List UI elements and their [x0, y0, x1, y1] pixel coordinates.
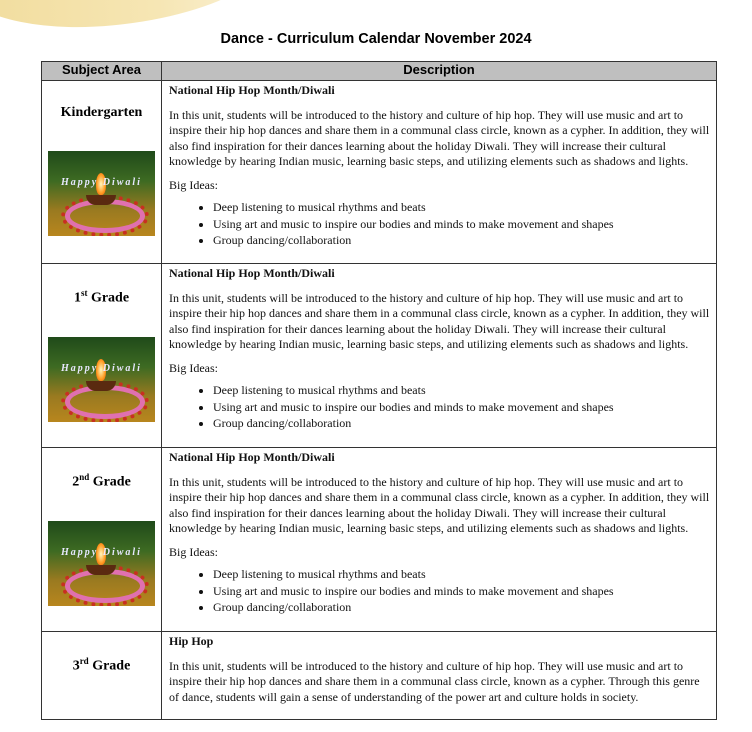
unit-heading: National Hip Hop Month/Diwali [169, 83, 335, 97]
unit-description: In this unit, students will be introduced to the history and culture of hip hop. They will use music and art to inspire their hip hop dances and share them in a communal class circle, known as a cypher. Through this genre of dance, students will gain a sense of understanding of the power art and culture holds in society. [169, 658, 700, 704]
subject-cell [42, 448, 162, 632]
list-item: • Deep listening to musical rhythms and beats [213, 382, 710, 399]
unit-description: In this unit, students will be introduced to the history and culture of hip hop. They will use music and art to inspire their hip hop dances and share them in a communal class circle, known as a cypher. In addition, they will also find inspiration for their dances learning about the holiday Diwali. They will increase their cultural knowledge by hearing Indian music, learning basic steps, and utilizing elements such as shadows and lights. [169, 474, 710, 535]
table-row [42, 448, 717, 632]
subject-cell [42, 264, 162, 448]
description-cell [162, 632, 717, 720]
subject-cell [42, 632, 162, 720]
grade-word: Grade [88, 658, 131, 674]
happy-diwali-image: Happy Diwali [48, 521, 155, 606]
list-item: • Deep listening to musical rhythms and beats [213, 566, 710, 583]
list-item: • Using art and music to inspire our bodies and minds to make movement and shapes [213, 399, 710, 416]
list-item: • Using art and music to inspire our bodies and minds to make movement and shapes [213, 583, 710, 600]
description-cell [162, 448, 717, 632]
list-item: • Using art and music to inspire our bodies and minds to make movement and shapes [213, 216, 710, 233]
description-cell [162, 81, 717, 264]
grade-suffix-sup: nd [79, 472, 90, 482]
grade-name: Kindergarten [60, 105, 143, 120]
table-row [42, 264, 717, 448]
grade-suffix-sup: rd [79, 656, 89, 666]
grade-label [42, 288, 161, 307]
big-ideas-label: Big Ideas: [169, 360, 218, 375]
unit-heading: National Hip Hop Month/Diwali [169, 450, 335, 464]
grade-number: 2 [72, 474, 80, 490]
list-item: • Group dancing/collaboration [213, 415, 710, 432]
unit-heading: National Hip Hop Month/Diwali [169, 266, 335, 280]
unit-heading: Hip Hop [169, 634, 214, 648]
grade-word: Grade [87, 290, 130, 306]
big-ideas-list [169, 199, 710, 249]
unit-description: In this unit, students will be introduced to the history and culture of hip hop. They will use music and art to inspire their hip hop dances and share them in a communal class circle, known as a cypher. In addition, they will also find inspiration for their dances learning about the holiday Diwali. They will increase their cultural knowledge by hearing Indian music, learning basic steps, and utilizing elements such as shadows and lights. [169, 107, 710, 168]
happy-diwali-image: Happy Diwali [48, 151, 155, 236]
header-description: Description [162, 62, 717, 81]
grade-number: 3 [72, 658, 80, 674]
grade-suffix-sup: st [80, 288, 88, 298]
grade-label [42, 656, 161, 675]
grade-label [42, 472, 161, 491]
happy-diwali-image: Happy Diwali [48, 337, 155, 422]
big-ideas-list [169, 566, 710, 616]
grade-word: Grade [89, 474, 131, 490]
table-row [42, 81, 717, 264]
list-item: • Group dancing/collaboration [213, 232, 710, 249]
grade-label [42, 105, 161, 121]
curriculum-table [41, 61, 717, 720]
table-row [42, 632, 717, 720]
grade-number: 1 [73, 290, 81, 306]
header-decoration [0, 0, 292, 34]
big-ideas-list [169, 382, 710, 432]
header-subject-area: Subject Area [42, 62, 162, 81]
list-item: • Group dancing/collaboration [213, 599, 710, 616]
list-item: • Deep listening to musical rhythms and beats [213, 199, 710, 216]
page-title: Dance - Curriculum Calendar November 2024 [220, 31, 532, 47]
unit-description: In this unit, students will be introduced to the history and culture of hip hop. They will use music and art to inspire their hip hop dances and share them in a communal class circle, known as a cypher. In addition, they will also find inspiration for their dances learning about the holiday Diwali. They will increase their cultural knowledge by hearing Indian music, learning basic steps, and utilizing elements such as shadows and lights. [169, 290, 710, 351]
subject-cell [42, 81, 162, 264]
big-ideas-label: Big Ideas: [169, 177, 218, 192]
description-cell [162, 264, 717, 448]
big-ideas-label: Big Ideas: [169, 544, 218, 559]
